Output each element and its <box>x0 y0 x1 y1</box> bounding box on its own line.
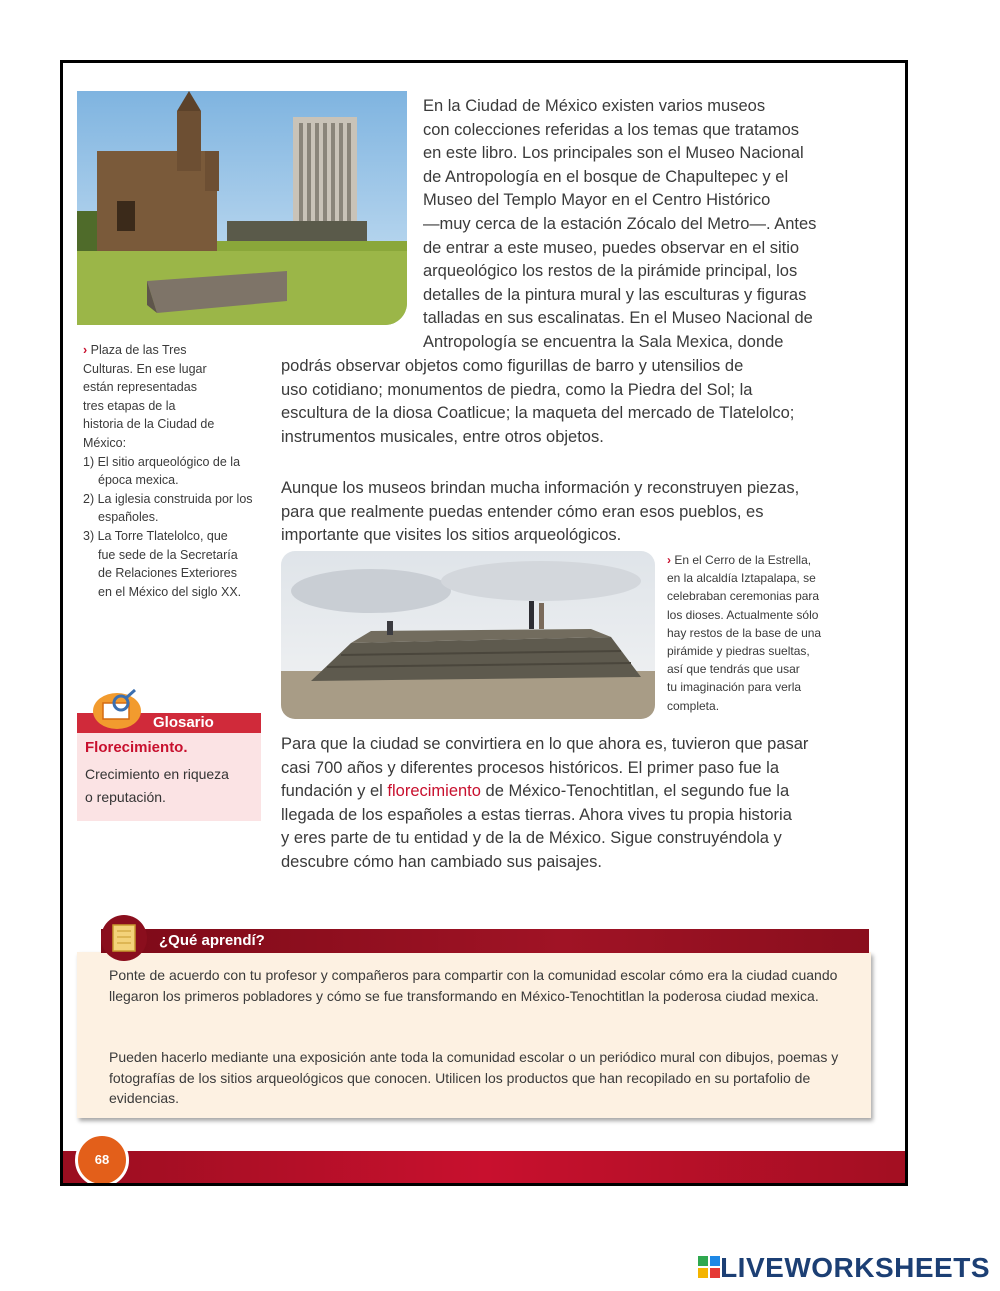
caption-arrow-icon: › <box>83 343 88 357</box>
text-line: uso cotidiano; monumentos de piedra, como la Piedra del Sol; la <box>281 380 753 399</box>
text-line: de entrar a este museo, puedes observar en el sitio <box>423 238 800 257</box>
magnifier-book-icon <box>91 687 143 731</box>
caption-arrow-icon: › <box>667 553 671 567</box>
glosario-term: Florecimiento. <box>85 739 188 756</box>
glosario-title: Glosario <box>153 714 214 731</box>
photo-plaza-tres-culturas <box>77 91 407 325</box>
text-line: para que realmente puedas entender cómo eran esos pueblos, es <box>281 502 764 521</box>
photo-cerro-estrella <box>281 551 655 719</box>
text-line: —muy cerca de la estación Zócalo del Metro—. Antes <box>423 214 817 233</box>
caption-plaza <box>83 341 253 601</box>
text-line: instrumentos musicales, entre otros objetos. <box>281 427 604 446</box>
text-line: y eres parte de tu entidad y de la de México. Sigue construyéndola y <box>281 829 782 848</box>
notebook-icon <box>101 915 147 961</box>
paragraph-historia <box>281 733 881 875</box>
text-line: o reputación. <box>85 789 166 805</box>
caption-list-item: 3) La Torre Tlatelolco, que fue sede de la Secretaría de Relaciones Exteriores en el México del siglo XX. <box>83 528 242 599</box>
caption-line: están representadas <box>83 380 197 395</box>
caption-list-item: 1) El sitio arqueológico de la época mexica. <box>83 454 241 488</box>
caption-line: celebraban ceremonias para <box>667 589 820 604</box>
text-line: Antropología se encuentra la Sala Mexica, donde <box>423 332 784 351</box>
page-footer-bar <box>63 1151 905 1183</box>
caption-line: completa. <box>667 698 720 713</box>
caption-line: México: <box>83 435 127 450</box>
text-line: con colecciones referidas a los temas que tratamos <box>423 120 800 139</box>
glosario-definition <box>85 763 255 809</box>
text-line: descubre cómo han cambiado sus paisajes. <box>281 852 603 871</box>
text-line: Aunque los museos brindan mucha información y reconstruyen piezas, <box>281 479 800 497</box>
glossary-link[interactable]: florecimiento <box>387 782 481 801</box>
text-line: en este libro. Los principales son el Museo Nacional <box>423 144 804 163</box>
text-line: podrás observar objetos como figurillas de barro y utensilios de <box>281 357 744 375</box>
text-line: talladas en sus escalinatas. En el Museo Nacional de <box>423 309 813 328</box>
page-frame <box>60 60 908 1186</box>
text-line: casi 700 años y diferentes procesos históricos. El primer paso fue la <box>281 758 779 777</box>
text-line: Museo del Templo Mayor en el Centro Histórico <box>423 191 771 210</box>
liveworksheets-logo-icon <box>698 1256 720 1278</box>
que-aprendi-paragraph-1: Ponte de acuerdo con tu profesor y compañeros para compartir con la comunidad escolar cómo era la ciudad cuando llegaron los primeros pobladores y cómo se fue transformando en México-Tenochtitlan la poderosa ciudad mexica. <box>109 967 838 1004</box>
paragraph-museos <box>281 477 881 548</box>
caption-line: hay restos de la base de una <box>667 625 822 640</box>
text-line: importante que visites los sitios arqueológicos. <box>281 526 622 545</box>
text-span: fundación y el <box>281 782 388 801</box>
caption-line: En el Cerro de la Estrella, <box>674 553 812 567</box>
caption-line: en la alcaldía Iztapalapa, se <box>667 571 816 586</box>
caption-cerro <box>667 551 867 715</box>
text-line: detalles de la pintura mural y las esculturas y figuras <box>423 285 807 304</box>
caption-line: pirámide y piedras sueltas, <box>667 644 810 659</box>
text-line: arqueológico los restos de la pirámide principal, los <box>423 262 798 281</box>
caption-line: tu imaginación para verla <box>667 680 802 695</box>
caption-line: así que tendrás que usar <box>667 662 800 677</box>
caption-list-item: 2) La iglesia construida por los españoles. <box>83 491 253 525</box>
liveworksheets-watermark[interactable]: LIVEWORKSHEETS <box>720 1252 990 1283</box>
que-aprendi-paragraph-2: Pueden hacerlo mediante una exposición ante toda la comunidad escolar o un periódico mural con dibujos, poemas y fotografías de los sitios arqueológicos que conocen. Utilicen los productos que han recopilado en su portafolio de evidencias. <box>109 1049 839 1107</box>
text-line: escultura de la diosa Coatlicue; la maqueta del mercado de Tlatelolco; <box>281 404 795 423</box>
caption-line: los dioses. Actualmente sólo <box>667 607 819 622</box>
page-number: 68 <box>75 1133 129 1186</box>
text-line: Para que la ciudad se convirtiera en lo que ahora es, tuvieron que pasar <box>281 735 809 753</box>
caption-line: Culturas. En ese lugar <box>83 361 207 376</box>
text-line: Crecimiento en riqueza <box>85 766 229 782</box>
text-line: En la Ciudad de México existen varios museos <box>423 97 766 115</box>
caption-line: tres etapas de la <box>83 398 176 413</box>
intro-paragraph-bottom <box>281 355 881 449</box>
text-line: de Antropología en el bosque de Chapultepec y el <box>423 167 789 186</box>
que-aprendi-title: ¿Qué aprendí? <box>159 932 265 949</box>
caption-line: Plaza de las Tres <box>90 343 187 357</box>
caption-line: historia de la Ciudad de <box>83 417 215 432</box>
text-line: llegada de los españoles a estas tierras. Ahora vives tu propia historia <box>281 805 792 824</box>
text-span: de México-Tenochtitlan, el segundo fue la <box>480 782 790 801</box>
text-line <box>281 780 881 804</box>
intro-paragraph-top <box>423 95 893 355</box>
